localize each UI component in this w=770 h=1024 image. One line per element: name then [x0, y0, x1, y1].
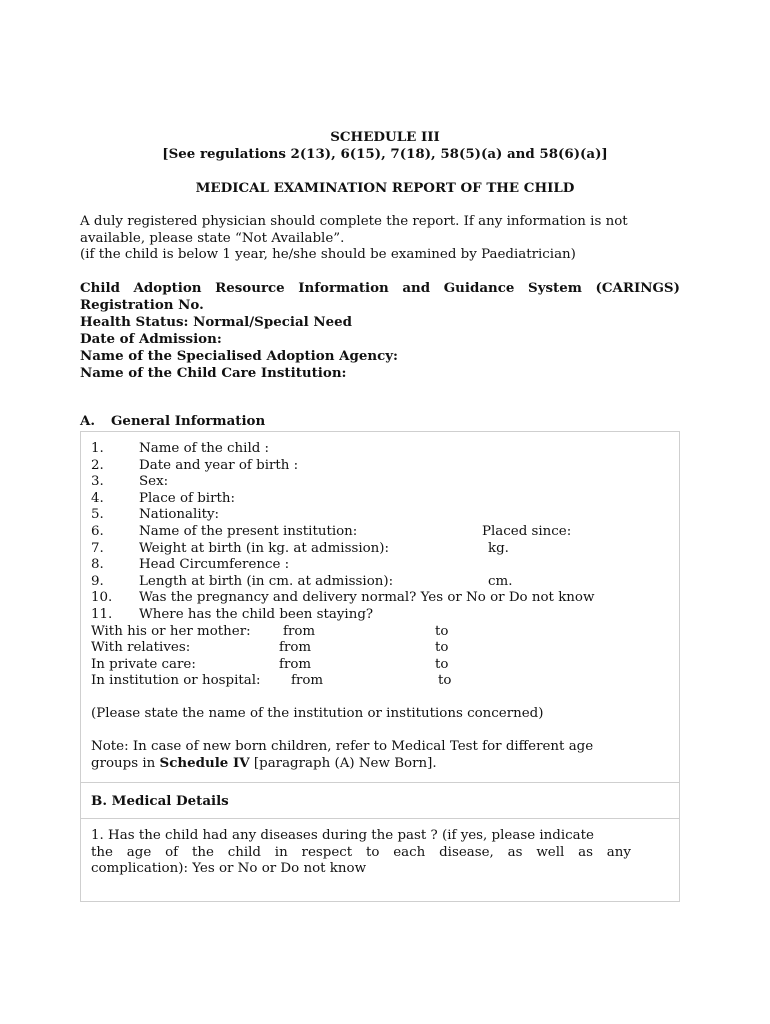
report-title: MEDICAL EXAMINATION REPORT OF THE CHILD — [195, 180, 575, 196]
question-word: respect — [301, 844, 353, 860]
to-label: to — [435, 623, 449, 639]
item-number: 9. — [91, 573, 104, 589]
item-label: Where has the child been staying? — [139, 607, 374, 622]
question-line: 1. Has the child had any diseases during the past ? (if yes, please indicate — [91, 828, 594, 843]
to-label: to — [435, 656, 449, 672]
question-word: as — [578, 844, 593, 860]
medical-question-1 — [91, 828, 631, 878]
item-number: 7. — [91, 540, 104, 556]
item-label: Name of the child : — [139, 441, 270, 456]
from-label: from — [279, 640, 312, 656]
question-word: age — [126, 844, 152, 860]
item-number: 4. — [91, 490, 104, 506]
item-number: 1. — [91, 441, 104, 456]
institution-note: (Please state the name of the institution or institutions concerned) — [91, 706, 544, 721]
question-word: as — [507, 844, 523, 860]
staying-label: With relatives: — [91, 640, 191, 656]
question-word: well — [536, 844, 565, 860]
carings-word: Child — [80, 280, 120, 296]
item-label: Was the pregnancy and delivery normal? Yes or No or Do not know — [139, 590, 595, 606]
section-a-letter: A. — [80, 413, 96, 429]
note-line: Note: In case of new born children, refer to Medical Test for different age — [91, 739, 594, 754]
registration-number-label: Registration No. — [80, 297, 204, 313]
carings-line — [80, 280, 680, 297]
item-number: 11. — [91, 607, 113, 622]
row-divider — [81, 782, 679, 783]
carings-word: and — [402, 280, 431, 296]
question-word: disease, — [439, 844, 494, 860]
item-number: 5. — [91, 507, 104, 523]
registration-block — [80, 280, 680, 382]
carings-word: Information — [298, 280, 389, 296]
from-label: from — [279, 656, 312, 672]
question-word: the — [191, 844, 214, 860]
item-number: 3. — [91, 474, 104, 490]
carings-word: Adoption — [133, 280, 202, 296]
item-label: Sex: — [139, 474, 169, 490]
item-label: Name of the present institution: — [139, 524, 358, 539]
carings-word: Resource — [215, 280, 285, 296]
question-word: in — [274, 844, 288, 860]
form-table — [80, 431, 680, 902]
institution-name-label: Name of the Child Care Institution: — [80, 365, 347, 381]
item-number: 2. — [91, 457, 104, 473]
question-word: each — [393, 844, 426, 860]
section-a-heading — [80, 413, 265, 429]
schedule-iv-reference: Schedule IV — [159, 755, 250, 771]
admission-date-label: Date of Admission: — [80, 331, 222, 347]
question-word: of — [165, 844, 179, 860]
from-label: from — [283, 623, 316, 639]
item-label: Head Circumference : — [139, 557, 290, 573]
note-line — [91, 755, 661, 772]
item-number: 8. — [91, 557, 104, 573]
item-extra: cm. — [488, 573, 513, 589]
question-word: child — [227, 844, 261, 860]
staying-label: In private care: — [91, 656, 196, 672]
section-a-title: General Information — [111, 413, 266, 429]
agency-name-label: Name of the Specialised Adoption Agency: — [80, 348, 398, 364]
row-divider — [81, 818, 679, 819]
item-extra: kg. — [488, 540, 509, 556]
question-line — [91, 845, 631, 862]
to-label: to — [435, 640, 449, 656]
question-word: any — [606, 844, 631, 860]
question-word: to — [365, 844, 380, 860]
schedule-heading: SCHEDULE III — [330, 129, 440, 145]
item-label: Weight at birth (in kg. at admission): — [139, 540, 390, 556]
intro-line: (if the child is below 1 year, he/she should be examined by Paediatrician) — [80, 247, 576, 262]
staying-label: With his or her mother: — [91, 623, 251, 639]
item-number: 10. — [91, 590, 113, 606]
question-line: complication): Yes or No or Do not know — [91, 861, 367, 876]
intro-paragraph — [80, 214, 690, 264]
to-label: to — [438, 673, 452, 689]
note-text: [paragraph (A) New Born]. — [249, 756, 437, 771]
carings-word: (CARINGS) — [595, 280, 680, 296]
question-word: the — [91, 844, 113, 860]
item-label: Nationality: — [139, 507, 220, 523]
item-label: Length at birth (in cm. at admission): — [139, 573, 394, 589]
intro-line: A duly registered physician should complete the report. If any information is not — [80, 214, 628, 229]
staying-label: In institution or hospital: — [91, 673, 261, 689]
health-status-label: Health Status: Normal/Special Need — [80, 314, 353, 330]
from-label: from — [291, 673, 324, 689]
newborn-note — [91, 738, 661, 772]
item-label: Place of birth: — [139, 490, 236, 506]
regulations-reference: [See regulations 2(13), 6(15), 7(18), 58(5)(a) and 58(6)(a)] — [162, 146, 608, 162]
item-label: Date and year of birth : — [139, 457, 299, 473]
note-text: groups in — [91, 756, 160, 771]
item-extra: Placed since: — [482, 524, 572, 539]
item-number: 6. — [91, 524, 104, 539]
intro-line: available, please state “Not Available”. — [80, 230, 345, 246]
section-b-heading: B. Medical Details — [91, 793, 229, 809]
carings-word: Guidance — [443, 280, 515, 296]
carings-word: System — [528, 280, 582, 296]
